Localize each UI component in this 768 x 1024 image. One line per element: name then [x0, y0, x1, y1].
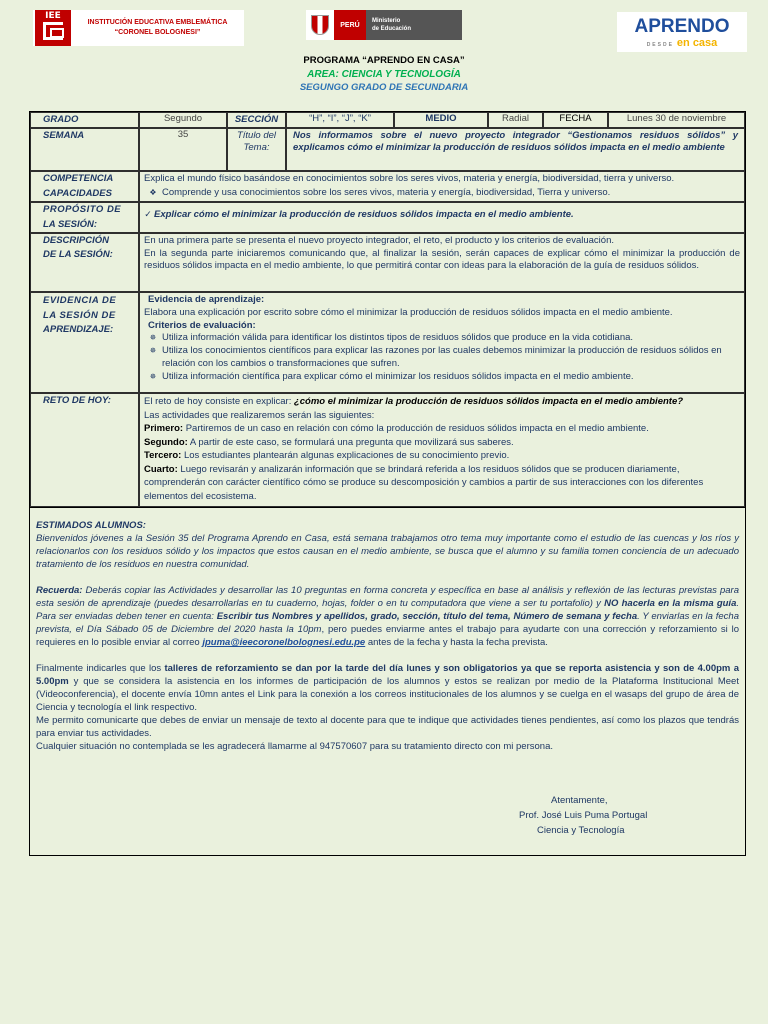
program-title: PROGRAMA “APRENDO EN CASA”: [303, 55, 465, 66]
check-icon: ✓: [144, 209, 152, 219]
star-bullet-icon: ✵: [149, 333, 157, 343]
grado-value: Segundo: [139, 112, 227, 128]
titulo-label-line1: Título del: [236, 130, 277, 141]
letter-intro: Bienvenidos jóvenes a la Sesión 35 del Programa Aprendo en Casa, está semana trabajamos otro tema muy importante como el estudio de las cuencas y los ríos y relacionarlos con los residuos sólido y los impactos que estos causan en el medio ambiente, se busca que el alumno y su familia tomen conciencia de un adecuado tratamiento de los residuos en nuestra comunidad.: [36, 533, 739, 570]
recuerda-text3: . Y enviarlas en la fecha prevista, el: [36, 611, 739, 635]
aprendo-word: APRENDO: [634, 16, 730, 37]
sign-area: Ciencia y Tecnología: [537, 825, 625, 836]
school-logo-text: IEE: [45, 11, 61, 21]
descripcion-content: [139, 233, 745, 292]
fecha-label: FECHA: [543, 112, 608, 128]
recuerda-text4: , pero puedes enviarme antes el trabajo para ayudarte con una corrección y reforzamiento si lo requieres en lo posible enviar al correo: [36, 624, 739, 648]
school-name-line1: INSTITUCIÓN EDUCATIVA EMBLEMÁTICA: [87, 19, 228, 26]
criterio-text: Utiliza información válida para identificar los distintos tipos de residuos sólidos que produce en la vida cotidiana.: [162, 332, 634, 344]
recuerda-text: Deberás copiar las Actividades y desarrollar las 10 preguntas en forma concreta y específica en base al análisis y reflexión de las lecturas previstas para esta sesión de aprendizaje (puedes desarrollarlas en tu cuaderno, hojas, folder o en tu computadora que viene a ser tu portafolio) y: [36, 585, 739, 609]
school-emblem-icon: [43, 22, 63, 40]
area-title: AREA: CIENCIA Y TECNOLOGÍA: [307, 68, 461, 80]
letter-box: [29, 508, 746, 856]
en-casa-line: [617, 38, 747, 51]
sign-professor: Prof. José Luis Puma Portugal: [519, 810, 648, 821]
reto-question: ¿cómo el minimizar la producción de residuos sólidos impacta en el medio ambiente?: [293, 396, 684, 407]
evidencia-content: [139, 292, 745, 393]
fecha-value: Lunes 30 de noviembre: [608, 112, 745, 128]
reto-actividades: Las actividades que realizaremos serán las siguientes:: [144, 409, 375, 421]
final-bold: talleres de reforzamiento se dan por la tarde del día lunes y son obligatorios ya que se reporta asistencia y son de 4.00pm a 5.00pm: [36, 663, 739, 687]
school-banner: [33, 10, 244, 46]
competencia-label: COMPETENCIA: [43, 173, 114, 184]
competencia-labels: [30, 171, 139, 202]
descripcion-p1: En una primera parte se presenta el nuevo proyecto integrador, el reto, el producto y los criterios de evaluación.: [144, 235, 614, 246]
no-hacerla: NO hacerla en la misma guía: [604, 598, 737, 609]
tercero-label: Tercero:: [144, 450, 182, 461]
capacidades-label: CAPACIDADES: [43, 187, 112, 199]
descripcion-labels: [30, 233, 139, 292]
cuarto-label: Cuarto:: [144, 463, 178, 475]
school-logo: [35, 10, 71, 46]
tercero-text: Los estudiantes plantearán algunas explicaciones de su conocimiento previo.: [181, 450, 510, 461]
letter-permito: Me permito comunicarte que debes de enviar un mensaje de texto al docente para que te indique que actividades tienes pendientes, así como los plazos que tendrás para enviar tus actividades.: [36, 715, 739, 739]
segundo-text: A partir de este caso, se formulará una pregunta que movilizará sus saberes.: [187, 436, 514, 448]
step-cuarto: [144, 463, 740, 504]
proposito-content: [139, 202, 745, 233]
star-bullet-icon: ✵: [149, 346, 157, 356]
segundo-label: Segundo:: [144, 436, 188, 448]
step-tercero: [144, 449, 740, 463]
en-casa-word: en casa: [676, 37, 718, 49]
descripcion-p2: En la segunda parte iniciaremos comunicando que, al finalizar la sesión, serán capaces de explicar cómo el minimizar la producción de residuos sólidos impacta en el medio ambiente, lo que permitirá contar con ideas para la elaboración de la guía de residuos sólidos.: [144, 247, 740, 271]
recuerda-text2: . Para ser enviadas deben tener en cuenta:: [36, 598, 739, 622]
evidencia-label-line3: APRENDIZAJE:: [43, 324, 114, 335]
step-primero: [144, 422, 740, 436]
letter-cualquier: Cualquier situación no contemplada se les agradecerá llamarme al 947570607 para su tratamiento directo con mi persona.: [36, 741, 553, 752]
competencia-content: [139, 171, 745, 202]
ministry-logo: [306, 10, 462, 40]
titulo-value: Nos informamos sobre el nuevo proyecto integrador “Gestionamos residuos sólidos” y explicamos cómo el minimizar la producción de residuos sólidos impacta en el medio ambiente: [286, 128, 745, 171]
aprendo-en-casa-logo: [617, 12, 747, 52]
titulo-label-line2: Tema:: [243, 141, 270, 153]
escribir-instructions: Escribir tus Nombres y apellidos, grado, sección, título del tema, Número de semana y fecha: [216, 611, 638, 622]
medio-value: Radial: [488, 112, 543, 128]
criterio-text: Utiliza información científica para explicar cómo el minimizar los residuos sólidos impacta en el medio ambiente.: [162, 370, 634, 382]
peru-crest-icon: [306, 10, 334, 40]
school-name: [71, 18, 244, 38]
semana-value: 35: [139, 128, 227, 171]
final-text1: Finalmente indicarles que los: [36, 663, 165, 674]
proposito-item: [142, 209, 740, 221]
evidencia-text: Elabora una explicación por escrito sobre cómo el minimizar la producción de residuos sólidos impacta en el medio ambiente.: [144, 306, 673, 318]
document-titles: [0, 54, 768, 95]
reto-intro-line: [144, 395, 740, 409]
recuerda-text5: antes de la fecha y hasta la fecha prevista.: [365, 637, 548, 648]
school-name-line2: “CORONEL BOLOGNESI”: [114, 29, 201, 36]
reto-intro: El reto de hoy consiste en explicar:: [144, 396, 294, 407]
competencia-value: Explica el mundo físico basándose en conocimientos sobre los seres vivos, materia y energía, biodiversidad, tierra y universo.: [144, 173, 675, 184]
primero-text: Partiremos de un caso en relación con cómo la producción de residuos sólidos impacta en el medio ambiente.: [183, 423, 649, 434]
teacher-email-link[interactable]: jpuma@ieecoronelbolognesi.edu.pe: [202, 637, 366, 648]
session-table: [29, 111, 746, 508]
ministry-line2: de Educación: [372, 26, 412, 32]
final-text2: y que se considera la asistencia en los informes de participación de los alumnos y estos se realizan por medio de la Plataforma Institucional Meet (Videoconferencia), el docente envía 10mn antes el Link para la conexión a los correos institucionales de los alumnos y se cuelga en el wasaps del grupo de área de Ciencia y tecnología el link respectivo.: [36, 676, 739, 713]
seccion-label: SECCIÓN: [227, 112, 286, 128]
primero-label: Primero:: [144, 423, 184, 434]
criterios-heading: Criterios de evaluación:: [148, 319, 256, 331]
letter-greeting: ESTIMADOS ALUMNOS:: [36, 520, 146, 531]
grade-title: SEGUNGO GRADO DE SECUNDARIA: [299, 82, 469, 93]
capacidad-item: [144, 187, 740, 199]
proposito-label-line1: PROPÓSITO DE: [43, 204, 122, 215]
medio-label: MEDIO: [394, 112, 488, 128]
aprendo-small: DESDE: [646, 42, 674, 48]
descripcion-label-line1: DESCRIPCIÓN: [43, 235, 109, 246]
titulo-label: [227, 128, 286, 171]
proposito-value: Explicar cómo el minimizar la producción de residuos sólidos impacta en el medio ambiente.: [154, 209, 574, 220]
star-bullet-icon: ✵: [149, 371, 157, 381]
letter-final: [36, 662, 739, 714]
evidencia-heading: Evidencia de aprendizaje:: [148, 294, 265, 305]
evidencia-label-line2: LA SESIÓN DE: [43, 309, 116, 321]
reto-label: RETO DE HOY:: [30, 393, 139, 507]
criterio-text: Utiliza los conocimientos científicos para explicar las razones por las cuales debemos minimizar la producción de residuos sólidos en relación con los cambios o transformaciones que sufren.: [162, 345, 722, 369]
fecha-envio: Día Sábado 05 de Diciembre del 2020 hasta la 10pm: [87, 624, 322, 635]
evidencia-labels: [30, 292, 139, 393]
step-segundo: [144, 436, 740, 450]
evidencia-label-line1: EVIDENCIA DE: [43, 295, 117, 306]
seccion-value: “H”, “I”, “J”, “K”: [286, 112, 394, 128]
proposito-label-line2: LA SESIÓN:: [43, 218, 98, 230]
cuarto-text: Luego revisarán y analizarán información que se brindará referida a los residuos sólidos que se producen diariamente, comprenderán con carácter científico cómo se produce su descomposición y cambios a partir de sus interacciones con los diferentes elementos del ecosistema.: [144, 463, 704, 502]
peru-label: PERÚ: [334, 10, 366, 40]
capacidad-value: Comprende y usa conocimientos sobre los seres vivos, materia y energía, biodiversidad, Tierra y universo.: [162, 186, 611, 198]
semana-label: SEMANA: [30, 128, 139, 171]
grado-label: GRADO: [30, 112, 139, 128]
proposito-labels: [30, 202, 139, 233]
diamond-bullet-icon: ❖: [149, 187, 157, 197]
letter-recuerda: [36, 584, 739, 649]
criterio-item: [144, 371, 740, 384]
ministry-line1: Ministerio: [372, 18, 401, 24]
ministry-name: [366, 10, 462, 40]
recuerda-label: Recuerda:: [36, 585, 83, 596]
sign-atentamente: Atentamente,: [551, 795, 608, 806]
criterio-item: [144, 332, 740, 345]
criterio-item: [144, 345, 740, 371]
page-header: [0, 0, 768, 52]
reto-content: [139, 393, 745, 507]
descripcion-label-line2: DE LA SESIÓN:: [43, 248, 113, 260]
